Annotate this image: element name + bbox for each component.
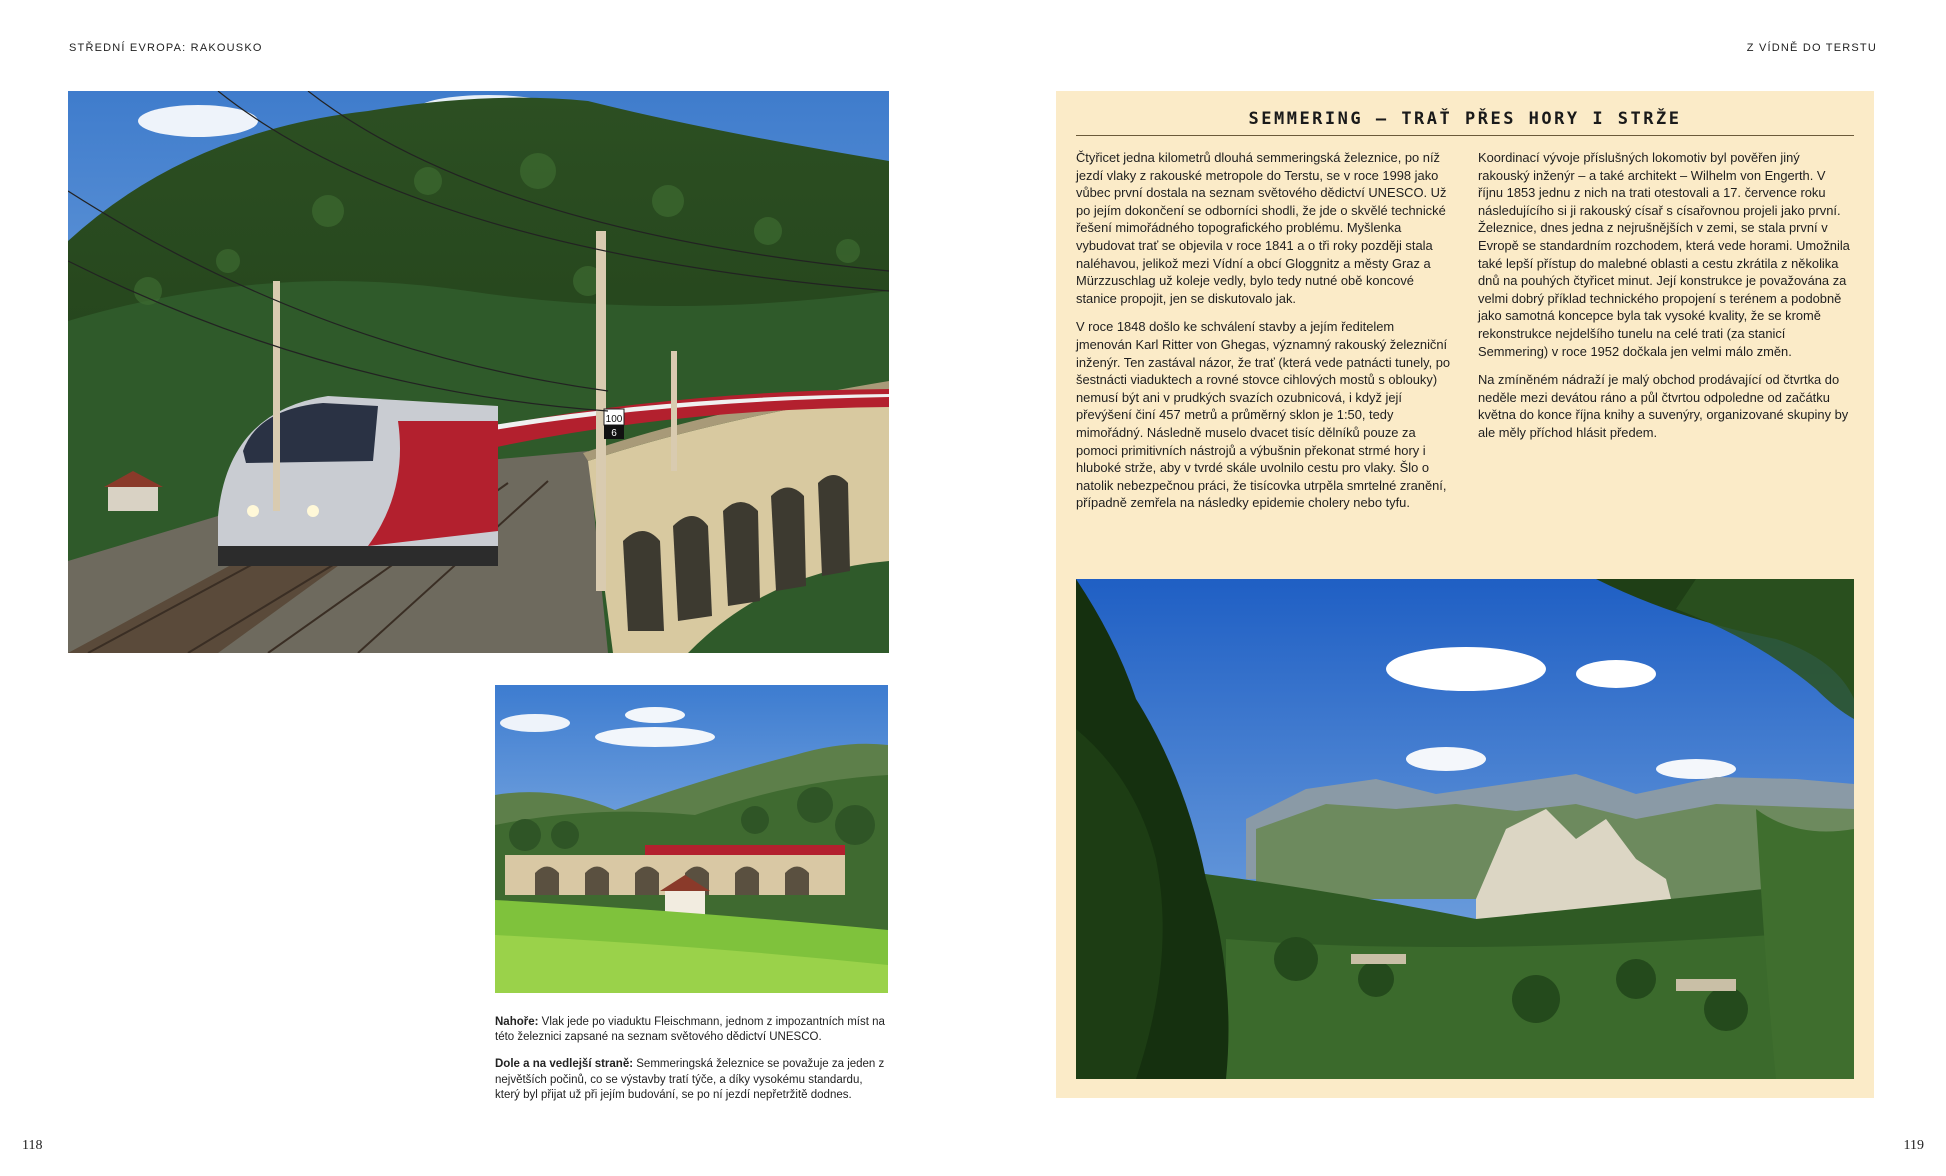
sidebar-column-left	[1076, 149, 1452, 523]
sign-speed-upper: 100	[605, 414, 623, 425]
photo-caption	[495, 1015, 888, 1115]
caption-top-label: Nahoře:	[495, 1016, 539, 1028]
photo-viaduct-meadow	[495, 685, 888, 993]
page-number-left: 118	[22, 1138, 43, 1153]
running-head-right: Z VÍDNĚ DO TERSTU	[1746, 42, 1877, 54]
caption-bottom	[495, 1057, 888, 1103]
photo-train-viaduct	[68, 91, 889, 653]
caption-top	[495, 1015, 888, 1045]
sidebar-paragraph: Čtyřicet jedna kilometrů dlouhá semmeringská železnice, po níž jezdí vlaky z rakouské metropole do Terstu, se v roce 1998 jako vůbec první dostala na seznam světového dědictví UNESCO. Už po jejím dokončení se odborníci shodli, že jde o skvělé technické řešení mimořádného topografického problému. Myšlenka vybudovat trať se objevila v roce 1841 a o tři roky později stala naléhavou, jelikož mezi Vídní a obcí Gloggnitz a městy Graz a Mürzzuschlag už koleje vedly, bylo tedy nutné obě koncové stanice propojit, jen se diskutovalo jak.	[1076, 150, 1447, 306]
running-head-left: STŘEDNÍ EVROPA: RAKOUSKO	[69, 42, 263, 54]
caption-top-text: Vlak jede po viaduktu Fleischmann, jednom z impozantních míst na této železnici zapsané na seznam světového dědictví UNESCO.	[495, 1016, 885, 1044]
sidebar-paragraph: V roce 1848 došlo ke schválení stavby a jejím ředitelem jmenován Karl Ritter von Ghegas, významný rakouský železniční inženýr. Ten zastával názor, že trať (která vede patnácti tunely, po šestnácti viaduktech a rovné stovce cihlových mostů s oblouky) nemusí být ani v prudkých svazích ozubnicová, i když její převýšení činí 457 metrů a průměrný sklon je 1:50, tedy mimořádný. Následně muselo dvacet tisíc dělníků pouze za pomoci primitivních nástrojů a výbušnin překonat strmé hory i hluboké strže, aby v tvrdé skále uvolnilo cestu pro vlaky. Šlo o natolik nebezpečnou práci, že tisícovka utrpěla smrtelné zranění, případně zemřela na následky epidemie cholery nebo tyfu.	[1076, 319, 1451, 511]
sidebar-rule	[1076, 135, 1854, 136]
sign-speed-lower: 6	[611, 428, 617, 439]
photo-mountain-landscape	[1076, 579, 1854, 1079]
sidebar-column-right	[1478, 149, 1854, 453]
sidebar-paragraph: Koordinací vývoje příslušných lokomotiv byl pověřen jiný rakouský inženýr – a také architekt – Wilhelm von Engerth. V říjnu 1853 jednu z nich na trati otestovali a 17. července roku následujícího si ji rakouský císař s císařovnou projeli jako první. Železnice, dnes jedna z nejrušnějších v zemi, se stala první v Evropě se standardním rozchodem, která vede horami. Umožnila také lepší přístup do malebné oblasti a cestu zkrátila z několika dnů na pouhých čtyřicet minut. Její konstrukce je považována za velmi dobrý příklad technického propojení s terénem a podobně jako samotná koncepce byla tak vysoké kvality, že se kromě rekonstrukce nejdelšího tunelu na celé trati (za stanicí Semmering) v roce 1952 dočkala jen velmi málo změn.	[1478, 150, 1850, 359]
sidebar-box	[1056, 91, 1874, 1098]
page-number-right: 119	[1903, 1138, 1924, 1153]
sidebar-title: SEMMERING – TRAŤ PŘES HORY I STRŽE	[1248, 109, 1682, 129]
caption-bottom-label: Dole a na vedlejší straně:	[495, 1058, 634, 1071]
sidebar-paragraph: Na zmíněném nádraží je malý obchod prodávající od čtvrtka do neděle mezi devátou ráno a půl čtvrtou odpoledne od začátku května do konce října knihy a suvenýry, organizované skupiny by ale měly příchod hlásit předem.	[1478, 372, 1849, 440]
caption-bottom-text: Semmeringská železnice se považuje za jeden z největších počinů, co se výstavby tratí týče, a díky vysokému standardu, který byl přijat už při jejím budování, se po ní jezdí nepřetržitě dodnes.	[495, 1058, 885, 1101]
